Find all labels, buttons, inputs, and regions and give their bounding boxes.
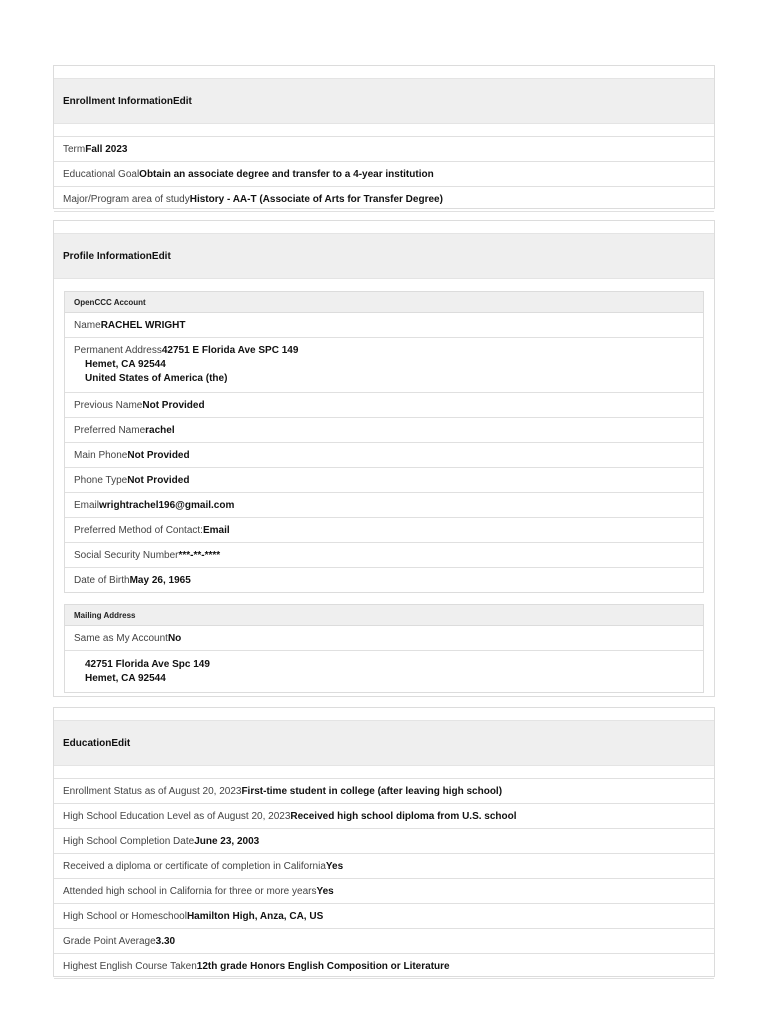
- education-row-english-course: [54, 954, 714, 979]
- row-label: Social Security Number: [74, 549, 179, 561]
- row-value: wrightrachel196@gmail.com: [99, 499, 235, 511]
- mailing-address-block: [65, 651, 703, 693]
- profile-row-contact-method: [65, 518, 703, 543]
- enrollment-edit-link[interactable]: Edit: [173, 95, 192, 107]
- row-label: High School or Homeschool: [63, 910, 187, 922]
- address-line-2: Hemet, CA 92544: [85, 359, 166, 370]
- row-label: Permanent Address: [74, 345, 162, 356]
- enrollment-rows: [54, 124, 714, 212]
- row-value: Received high school diploma from U.S. school: [290, 810, 517, 822]
- profile-edit-link[interactable]: Edit: [151, 250, 171, 262]
- opencc-account-section: [64, 291, 704, 593]
- row-label: Attended high school in California for three or more years: [63, 885, 317, 897]
- row-value: Obtain an associate degree and transfer to a 4-year institution: [139, 168, 434, 180]
- row-value: Yes: [325, 860, 344, 872]
- profile-row-main-phone: [65, 443, 703, 468]
- row-label: Major/Program area of study: [63, 193, 190, 205]
- row-label: High School Completion Date: [63, 835, 195, 847]
- mailing-line-1: 42751 Florida Ave Spc 149: [85, 659, 210, 670]
- education-row-ca-diploma: [54, 854, 714, 879]
- row-value: Yes: [316, 885, 334, 897]
- row-value: RACHEL WRIGHT: [100, 319, 186, 331]
- profile-row-ssn: [65, 543, 703, 568]
- row-label: Preferred Method of Contact:: [74, 524, 203, 536]
- mailing-line-2: Hemet, CA 92544: [85, 673, 166, 684]
- profile-row-name: [65, 313, 703, 338]
- profile-row-permanent-address: [65, 338, 703, 393]
- row-label: Grade Point Average: [63, 935, 156, 947]
- row-value: Email: [202, 524, 230, 536]
- enrollment-row-major: [54, 187, 714, 212]
- education-rows: [54, 766, 714, 979]
- education-header: [54, 720, 714, 766]
- education-row-high-school: [54, 904, 714, 929]
- row-value: Not Provided: [127, 449, 190, 461]
- row-value: History - AA-T (Associate of Arts for Transfer Degree): [189, 193, 443, 205]
- row-value: ***-**-****: [178, 549, 221, 561]
- enrollment-row-goal: [54, 162, 714, 187]
- row-label: Preferred Name: [74, 424, 146, 436]
- row-label: Received a diploma or certificate of completion in California: [63, 860, 326, 872]
- profile-row-phone-type: [65, 468, 703, 493]
- education-title: Education: [63, 737, 112, 749]
- profile-row-preferred-name: [65, 418, 703, 443]
- education-row-hs-level: [54, 804, 714, 829]
- row-value: 12th grade Honors English Composition or Literature: [196, 960, 450, 972]
- mailing-row-same-as-account: [65, 626, 703, 651]
- row-value: 3.30: [155, 935, 176, 947]
- row-label: Date of Birth: [74, 574, 130, 586]
- row-value: First-time student in college (after leaving high school): [241, 785, 503, 797]
- row-value: Not Provided: [142, 399, 205, 411]
- row-label: Same as My Account: [74, 632, 168, 644]
- row-label: Enrollment Status as of August 20, 2023: [63, 785, 242, 797]
- row-label: High School Education Level as of August 20, 2023: [63, 810, 291, 822]
- row-value: Not Provided: [127, 474, 190, 486]
- education-row-ca-three-years: [54, 879, 714, 904]
- mailing-address-section: [64, 604, 704, 693]
- address-line-1: 42751 E Florida Ave SPC 149: [161, 345, 299, 356]
- row-label: Highest English Course Taken: [63, 960, 197, 972]
- row-value: rachel: [145, 424, 175, 436]
- row-value: No: [167, 632, 182, 644]
- education-row-gpa: [54, 929, 714, 954]
- enrollment-header: [54, 78, 714, 124]
- row-label: Phone Type: [74, 474, 128, 486]
- education-row-enrollment-status: [54, 778, 714, 804]
- address-line-3: United States of America (the): [85, 373, 228, 384]
- profile-title: Profile Information: [63, 250, 152, 262]
- enrollment-panel: [53, 65, 715, 209]
- row-value: May 26, 1965: [129, 574, 191, 586]
- enrollment-title: Enrollment Information: [63, 95, 173, 107]
- row-label: Term: [63, 143, 86, 155]
- education-panel: [53, 707, 715, 977]
- row-label: Name: [74, 319, 101, 331]
- profile-row-previous-name: [65, 393, 703, 418]
- row-value: Hamilton High, Anza, CA, US: [186, 910, 324, 922]
- row-value: June 23, 2003: [194, 835, 260, 847]
- account-subheader: OpenCCC Account: [65, 292, 703, 313]
- row-value: Fall 2023: [85, 143, 128, 155]
- enrollment-row-term: [54, 136, 714, 162]
- row-label: Email: [74, 499, 100, 511]
- mailing-subheader: Mailing Address: [65, 605, 703, 626]
- profile-row-email: [65, 493, 703, 518]
- row-label: Educational Goal: [63, 168, 140, 180]
- row-label: Previous Name: [74, 399, 143, 411]
- profile-panel: [53, 220, 715, 697]
- education-edit-link[interactable]: Edit: [111, 737, 131, 749]
- education-row-hs-completion-date: [54, 829, 714, 854]
- profile-row-dob: [65, 568, 703, 593]
- profile-header: [54, 233, 714, 279]
- row-label: Main Phone: [74, 449, 128, 461]
